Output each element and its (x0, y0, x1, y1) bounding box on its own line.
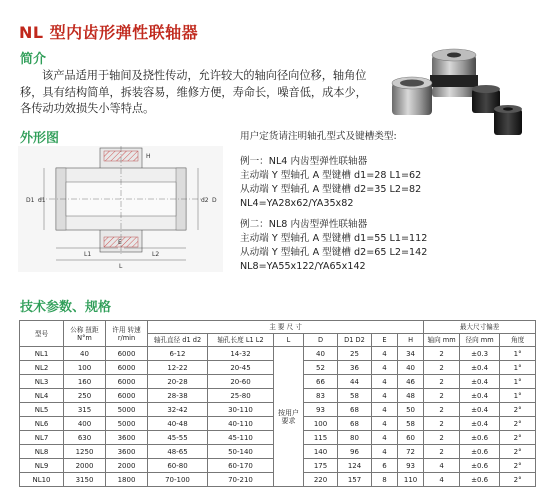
cell-axial: 2 (424, 375, 460, 389)
cell-axial: 2 (424, 445, 460, 459)
cell-E: 4 (372, 375, 398, 389)
cell-torque: 160 (64, 375, 106, 389)
cell-H: 50 (398, 403, 424, 417)
cell-E: 4 (372, 445, 398, 459)
cell-angle: 2° (500, 459, 536, 473)
cell-model: NL9 (20, 459, 64, 473)
cell-E: 4 (372, 431, 398, 445)
coupling-sleeve (392, 77, 432, 115)
cell-speed: 6000 (106, 375, 148, 389)
cell-H: 93 (398, 459, 424, 473)
label-L1: L1 (84, 251, 92, 258)
cell-D1: 80 (338, 431, 372, 445)
cell-axial: 2 (424, 417, 460, 431)
header-length: 轴孔长度 L1 L2 (208, 334, 274, 347)
cell-E: 4 (372, 347, 398, 361)
cell-bore: 40-48 (148, 417, 208, 431)
table-row (20, 347, 536, 361)
cell-D1: 157 (338, 473, 372, 487)
cell-len: 30-110 (208, 403, 274, 417)
cell-len: 40-110 (208, 417, 274, 431)
cell-model: NL2 (20, 361, 64, 375)
cell-E: 4 (372, 417, 398, 431)
cell-D1: 25 (338, 347, 372, 361)
cell-speed: 2000 (106, 459, 148, 473)
label-d2: d2 (201, 197, 209, 204)
cell-axial: 2 (424, 403, 460, 417)
cell-bore: 20-28 (148, 375, 208, 389)
cell-D: 66 (304, 375, 338, 389)
cell-H: 58 (398, 417, 424, 431)
cell-bore: 45-55 (148, 431, 208, 445)
cell-E: 4 (372, 361, 398, 375)
header-angle: 角度 (500, 334, 536, 347)
cell-D1: 96 (338, 445, 372, 459)
cell-D: 40 (304, 347, 338, 361)
cell-len: 50-140 (208, 445, 274, 459)
cell-bore: 6-12 (148, 347, 208, 361)
coupling-assembled (430, 49, 478, 97)
cell-model: NL5 (20, 403, 64, 417)
cell-model: NL4 (20, 389, 64, 403)
cell-D1: 68 (338, 417, 372, 431)
cell-len: 20-45 (208, 361, 274, 375)
ordering-example-2 (240, 218, 540, 274)
table-header-row (20, 321, 536, 334)
cell-H: 110 (398, 473, 424, 487)
cell-model: NL10 (20, 473, 64, 487)
cell-axial: 4 (424, 473, 460, 487)
cell-torque: 3150 (64, 473, 106, 487)
cell-len: 70-210 (208, 473, 274, 487)
label-D1: D1 (26, 197, 35, 204)
example-line: NL8=YA55x122/YA65x142 (240, 261, 366, 272)
page-title: NL 型内齿形弹性联轴器 (19, 23, 199, 42)
cell-radial: ±0.4 (460, 417, 500, 431)
technical-drawing (18, 146, 223, 272)
header-max-deviation: 最大尺寸偏差 (424, 321, 536, 334)
label-L2: L2 (152, 251, 160, 258)
coupling-hubs (472, 85, 522, 135)
header-L: L (274, 334, 304, 347)
cell-radial: ±0.4 (460, 375, 500, 389)
header-D: D (304, 334, 338, 347)
cell-bore: 32-42 (148, 403, 208, 417)
cell-E: 8 (372, 473, 398, 487)
cell-model: NL6 (20, 417, 64, 431)
cell-L-merged: 按用户要求 (274, 347, 304, 487)
cell-torque: 100 (64, 361, 106, 375)
cell-torque: 40 (64, 347, 106, 361)
cell-D: 140 (304, 445, 338, 459)
label-D: D (212, 197, 217, 204)
cell-len: 20-60 (208, 375, 274, 389)
cell-model: NL3 (20, 375, 64, 389)
header-model: 型号 (20, 321, 64, 347)
cell-D1: 36 (338, 361, 372, 375)
cell-D: 93 (304, 403, 338, 417)
example-line: NL4=YA28x62/YA35x82 (240, 198, 354, 209)
cell-radial: ±0.6 (460, 459, 500, 473)
section-intro-heading: 简介 (20, 52, 47, 67)
cell-bore: 12-22 (148, 361, 208, 375)
cell-radial: ±0.4 (460, 361, 500, 375)
cell-H: 34 (398, 347, 424, 361)
cell-D: 115 (304, 431, 338, 445)
cell-len: 25-80 (208, 389, 274, 403)
header-D1D2: D1 D2 (338, 334, 372, 347)
ordering-example-1 (240, 155, 540, 211)
intro-text: 该产品适用于轴间及挠性传动，允许较大的轴向径向位移，轴角位移，具有结构简单，拆装容易，维修方便，寿命长，噪音低，成本少，各传动功效损失小等特点。 (20, 69, 367, 115)
cell-angle: 2° (500, 473, 536, 487)
cell-speed: 6000 (106, 361, 148, 375)
cell-torque: 1250 (64, 445, 106, 459)
cell-radial: ±0.4 (460, 403, 500, 417)
cell-D: 100 (304, 417, 338, 431)
cell-E: 4 (372, 389, 398, 403)
spec-table (19, 320, 536, 487)
cell-model: NL7 (20, 431, 64, 445)
header-H: H (398, 334, 424, 347)
intro-paragraph (20, 68, 370, 118)
product-photo (386, 45, 536, 140)
cell-H: 46 (398, 375, 424, 389)
cell-speed: 5000 (106, 417, 148, 431)
cell-E: 4 (372, 403, 398, 417)
cell-H: 48 (398, 389, 424, 403)
cell-speed: 6000 (106, 347, 148, 361)
cell-angle: 1° (500, 361, 536, 375)
section-specs-heading: 技术参数、规格 (20, 300, 112, 315)
cell-H: 60 (398, 431, 424, 445)
cell-radial: ±0.3 (460, 347, 500, 361)
cell-speed: 3600 (106, 445, 148, 459)
cell-model: NL8 (20, 445, 64, 459)
cell-len: 14-32 (208, 347, 274, 361)
cell-torque: 315 (64, 403, 106, 417)
cell-radial: ±0.6 (460, 431, 500, 445)
cell-D: 220 (304, 473, 338, 487)
cell-axial: 2 (424, 389, 460, 403)
cell-angle: 1° (500, 389, 536, 403)
ordering-heading: 用户定货请注明轴孔型式及键槽类型: (240, 131, 397, 142)
label-L: L (119, 263, 123, 270)
header-radial: 径向 mm (460, 334, 500, 347)
cell-bore: 48-65 (148, 445, 208, 459)
cell-torque: 400 (64, 417, 106, 431)
cell-angle: 2° (500, 403, 536, 417)
cell-angle: 2° (500, 431, 536, 445)
example-line: 例一：NL4 内齿型弹性联轴器 (240, 156, 368, 167)
example-line: 主动端 Y 型轴孔 A 型键槽 d1=28 L1=62 (240, 170, 422, 181)
header-speed: 许用 转速 r/min (106, 321, 148, 347)
label-H: H (146, 153, 151, 160)
example-line: 主动端 Y 型轴孔 A 型键槽 d1=55 L1=112 (240, 233, 428, 244)
cell-bore: 28-38 (148, 389, 208, 403)
cell-speed: 6000 (106, 389, 148, 403)
cell-radial: ±0.4 (460, 389, 500, 403)
cell-axial: 2 (424, 361, 460, 375)
example-line: 从动端 Y 型轴孔 A 型键槽 d2=35 L2=82 (240, 184, 422, 195)
cell-model: NL1 (20, 347, 64, 361)
section-shape-heading: 外形图 (20, 131, 60, 146)
label-d1: d1 (38, 197, 46, 204)
label-E: E (118, 239, 122, 246)
cell-torque: 2000 (64, 459, 106, 473)
cell-D1: 124 (338, 459, 372, 473)
header-bore: 轴孔直径 d1 d2 (148, 334, 208, 347)
cell-torque: 250 (64, 389, 106, 403)
cell-D1: 58 (338, 389, 372, 403)
cell-radial: ±0.6 (460, 445, 500, 459)
header-axial: 轴向 mm (424, 334, 460, 347)
cell-bore: 70-100 (148, 473, 208, 487)
cell-axial: 2 (424, 431, 460, 445)
cell-angle: 1° (500, 347, 536, 361)
cell-E: 6 (372, 459, 398, 473)
cell-speed: 3600 (106, 431, 148, 445)
cell-axial: 4 (424, 459, 460, 473)
cell-axial: 2 (424, 347, 460, 361)
cell-H: 72 (398, 445, 424, 459)
cell-D: 52 (304, 361, 338, 375)
example-line: 例二：NL8 内齿型弹性联轴器 (240, 219, 368, 230)
cell-len: 45-110 (208, 431, 274, 445)
cell-bore: 60-80 (148, 459, 208, 473)
cell-D: 83 (304, 389, 338, 403)
cell-angle: 2° (500, 417, 536, 431)
cell-H: 40 (398, 361, 424, 375)
cell-speed: 1800 (106, 473, 148, 487)
cell-D1: 44 (338, 375, 372, 389)
cell-torque: 630 (64, 431, 106, 445)
cell-len: 60-170 (208, 459, 274, 473)
header-main-dimensions: 主 要 尺 寸 (148, 321, 424, 334)
cell-radial: ±0.6 (460, 473, 500, 487)
cell-D: 175 (304, 459, 338, 473)
header-torque: 公称 扭距 N°m (64, 321, 106, 347)
cell-angle: 2° (500, 445, 536, 459)
cell-D1: 68 (338, 403, 372, 417)
example-line: 从动端 Y 型轴孔 A 型键槽 d2=65 L2=142 (240, 247, 428, 258)
cell-angle: 1° (500, 375, 536, 389)
header-E: E (372, 334, 398, 347)
cell-speed: 5000 (106, 403, 148, 417)
